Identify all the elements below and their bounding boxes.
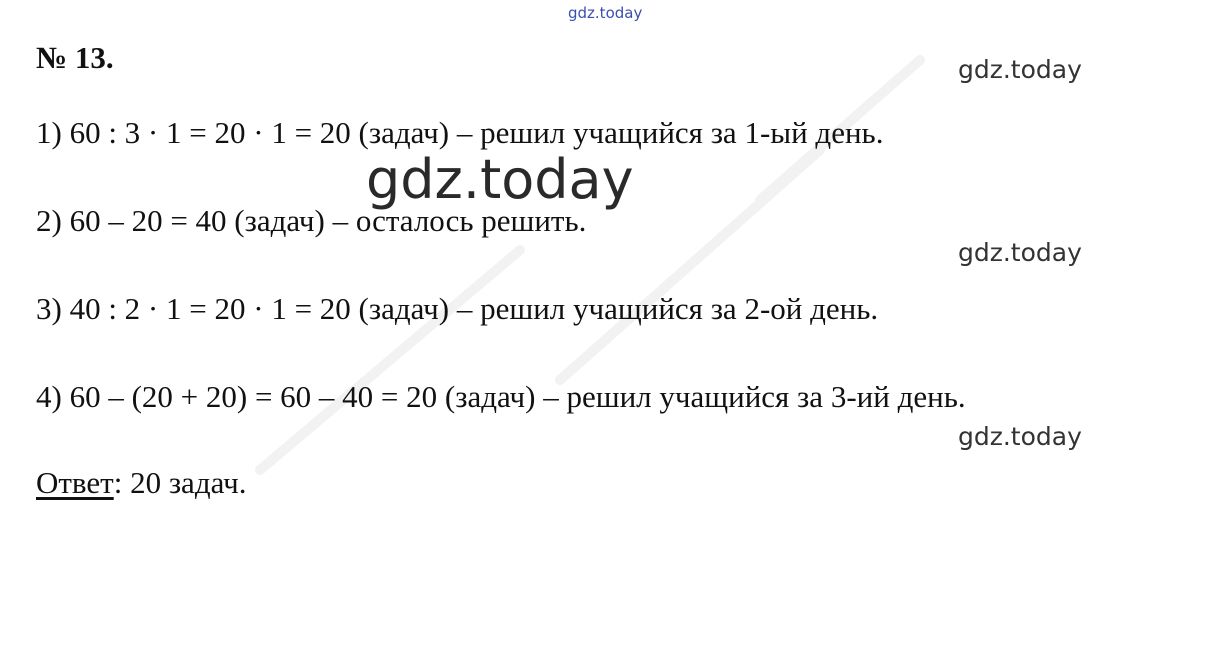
solution-step-1: 1) 60 : 3 · 1 = 20 · 1 = 20 (задач) – решил учащийся за 1-ый день. (36, 115, 884, 150)
problem-number: № 13. (36, 40, 114, 75)
solution-step-2: 2) 60 – 20 = 40 (задач) – осталось решить. (36, 203, 587, 238)
answer-line (36, 465, 246, 501)
watermark-right-1: gdz.today (958, 55, 1082, 84)
solution-step-3: 3) 40 : 2 · 1 = 20 · 1 = 20 (задач) – решил учащийся за 2-ой день. (36, 291, 879, 326)
watermark-center: gdz.today (366, 148, 634, 211)
watermark-top: gdz.today (568, 4, 643, 22)
answer-label: Ответ (36, 465, 114, 500)
solution-step-4: 4) 60 – (20 + 20) = 60 – 40 = 20 (задач) – решил учащийся за 3-ий день. (36, 379, 966, 414)
watermark-right-3: gdz.today (958, 422, 1082, 451)
answer-value: : 20 задач. (113, 465, 247, 500)
watermark-right-2: gdz.today (958, 238, 1082, 267)
